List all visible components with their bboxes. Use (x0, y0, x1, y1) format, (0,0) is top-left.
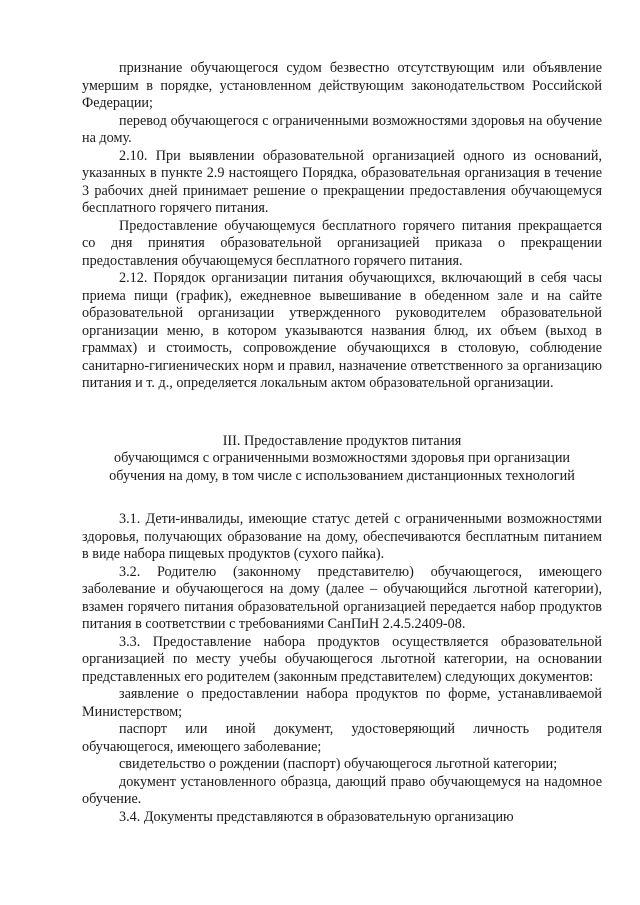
section-heading-line-1: III. Предоставление продуктов питания (222, 432, 462, 449)
paragraph-3-3: 3.3. Предоставление набора продуктов осуществляется образовательной организацией по месту учебы обучающегося льготной категории, на основании представленных его родителем (законным представителем) следующих документов: (82, 633, 602, 685)
paragraph-death-declaration: признание обучающегося судом безвестно отсутствующим или объявление умершим в порядке, установленном действующим законодательством Российской Федерации; (82, 60, 602, 111)
paragraph-3-2: 3.2. Родителю (законному представителю) обучающегося, имеющего заболевание и обучающегося на дому (далее – обучающийся льготной категории), взамен горячего питания образовательной организацией передается набор продуктов питания в соответствии с требованиями СанПиН 2.4.5.2409-08. (82, 563, 602, 632)
list-item-home-schooling-document: документ установленного образца, дающий право обучающемуся на надомное обучение. (82, 773, 602, 807)
section-heading-line-3: обучения на дому, в том числе с использованием дистанционных технологий (109, 467, 575, 484)
paragraph-2-12: 2.12. Порядок организации питания обучающихся, включающий в себя часы приема пищи (график), ежедневное вывешивание в обеденном зале и на сайте образовательной организации утвержденного руководителем образовательной организации меню, в котором указываются названия блюд, их объем (выход в граммах) и стоимость, сопровождение обучающихся в столовую, соблюдение санитарно-гигиенических норм и правил, назначение ответственного за организацию питания и т. д., определяется локальным актом образовательной организации. (82, 270, 602, 391)
section-heading-line-2: обучающимся с ограниченными возможностями здоровья при организации (113, 450, 571, 466)
paragraph-termination: Предоставление обучающемуся бесплатного горячего питания прекращается со дня принятия образовательной организацией приказа о прекращении предоставления обучающемуся бесплатного горячего питания. (82, 217, 602, 269)
list-item-birth-certificate: свидетельство о рождении (паспорт) обучающегося льготной категории; (119, 756, 558, 772)
section-heading (82, 433, 602, 486)
document-page (82, 60, 602, 826)
paragraph-2-10: 2.10. При выявлении образовательной организацией одного из оснований, указанных в пункте 2.9 настоящего Порядка, образовательная организация в течение 3 рабочих дней принимает решение о прекращении предоставления обучающемуся бесплатного горячего питания. (82, 147, 602, 216)
paragraph-3-1: 3.1. Дети-инвалиды, имеющие статус детей с ограниченными возможностями здоровья, получающих образование на дому, обеспечиваются бесплатным питанием в виде набора пищевых продуктов (сухого пайка). (82, 511, 602, 562)
heading-spacer (82, 485, 602, 511)
paragraph-home-education: перевод обучающегося с ограниченными возможностями здоровья на обучение на дому. (82, 112, 602, 146)
list-item-passport: паспорт или иной документ, удостоверяющий личность родителя обучающегося, имеющего заболевание; (82, 721, 602, 755)
list-item-application: заявление о предоставлении набора продуктов по форме, устанавливаемой Министерством; (82, 686, 602, 720)
paragraph-3-4: 3.4. Документы представляются в образовательную организацию (119, 808, 514, 825)
section-spacer (82, 393, 602, 433)
